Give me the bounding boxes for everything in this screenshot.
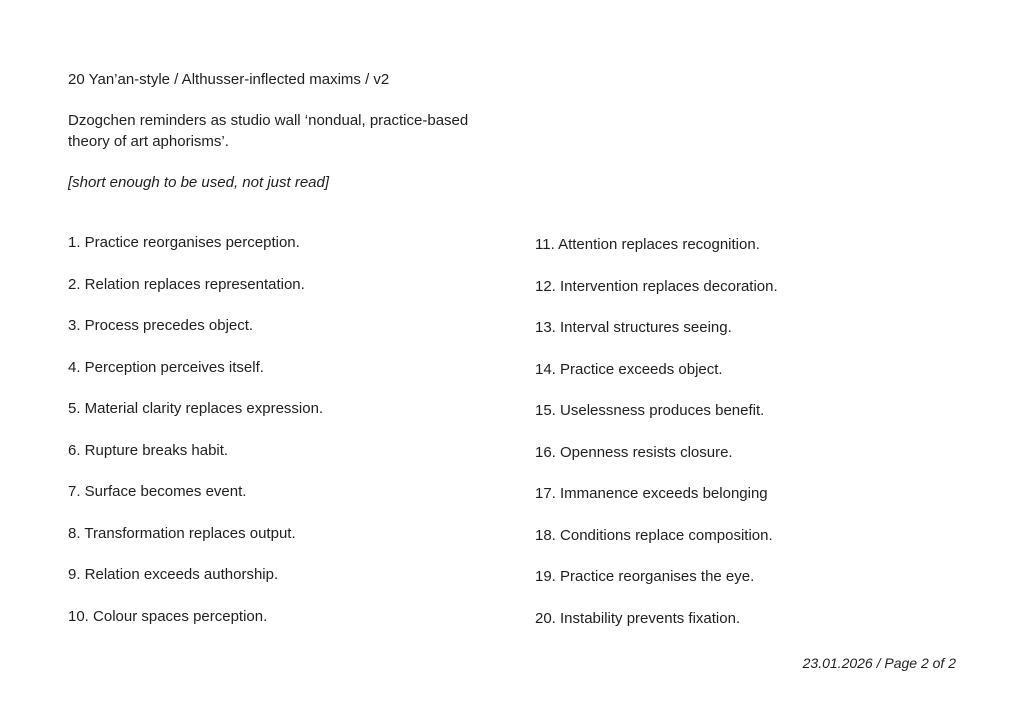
maxim-item-15: 15. Uselessness produces benefit.	[535, 402, 765, 419]
usage-note: [short enough to be used, not just read]	[68, 174, 330, 191]
maxim-item-7: 7. Surface becomes event.	[68, 483, 247, 500]
page-title: 20 Yan’an-style / Althusser-inflected maxims / v2	[68, 71, 390, 88]
maxim-item-11: 11. Attention replaces recognition.	[535, 236, 760, 253]
maxim-item-8: 8. Transformation replaces output.	[68, 524, 296, 542]
maxim-item-2: 2. Relation replaces representation.	[68, 275, 305, 293]
maxim-item-4: 4. Perception perceives itself.	[68, 358, 264, 376]
maxim-item-18: 18. Conditions replace composition.	[535, 526, 773, 544]
maxim-item-20: 20. Instability prevents fixation.	[535, 609, 741, 627]
maxim-item-10: 10. Colour spaces perception.	[68, 607, 268, 625]
maxim-item-5: 5. Material clarity replaces expression.	[68, 400, 324, 417]
page-subtitle: Dzogchen reminders as studio wall ‘nondual, practice-based theory of art aphorisms’.	[68, 112, 469, 150]
page-footer: 23.01.2026 / Page 2 of 2	[802, 655, 956, 671]
maxim-item-14: 14. Practice exceeds object.	[535, 360, 723, 378]
maxim-columns	[68, 232, 956, 649]
maxim-item-3: 3. Process precedes object.	[68, 317, 254, 334]
maxim-item-12: 12. Intervention replaces decoration.	[535, 277, 778, 295]
maxim-item-16: 16. Openness resists closure.	[535, 443, 733, 461]
maxim-item-6: 6. Rupture breaks habit.	[68, 441, 229, 459]
maxim-item-19: 19. Practice reorganises the eye.	[535, 568, 755, 585]
maxim-item-9: 9. Relation exceeds authorship.	[68, 566, 279, 583]
maxim-item-1: 1. Practice reorganises perception.	[68, 234, 300, 251]
maxim-item-13: 13. Interval structures seeing.	[535, 319, 732, 336]
maxims-column-left	[68, 232, 535, 649]
maxims-column-right	[535, 232, 956, 649]
maxim-item-17: 17. Immanence exceeds belonging	[535, 485, 768, 502]
